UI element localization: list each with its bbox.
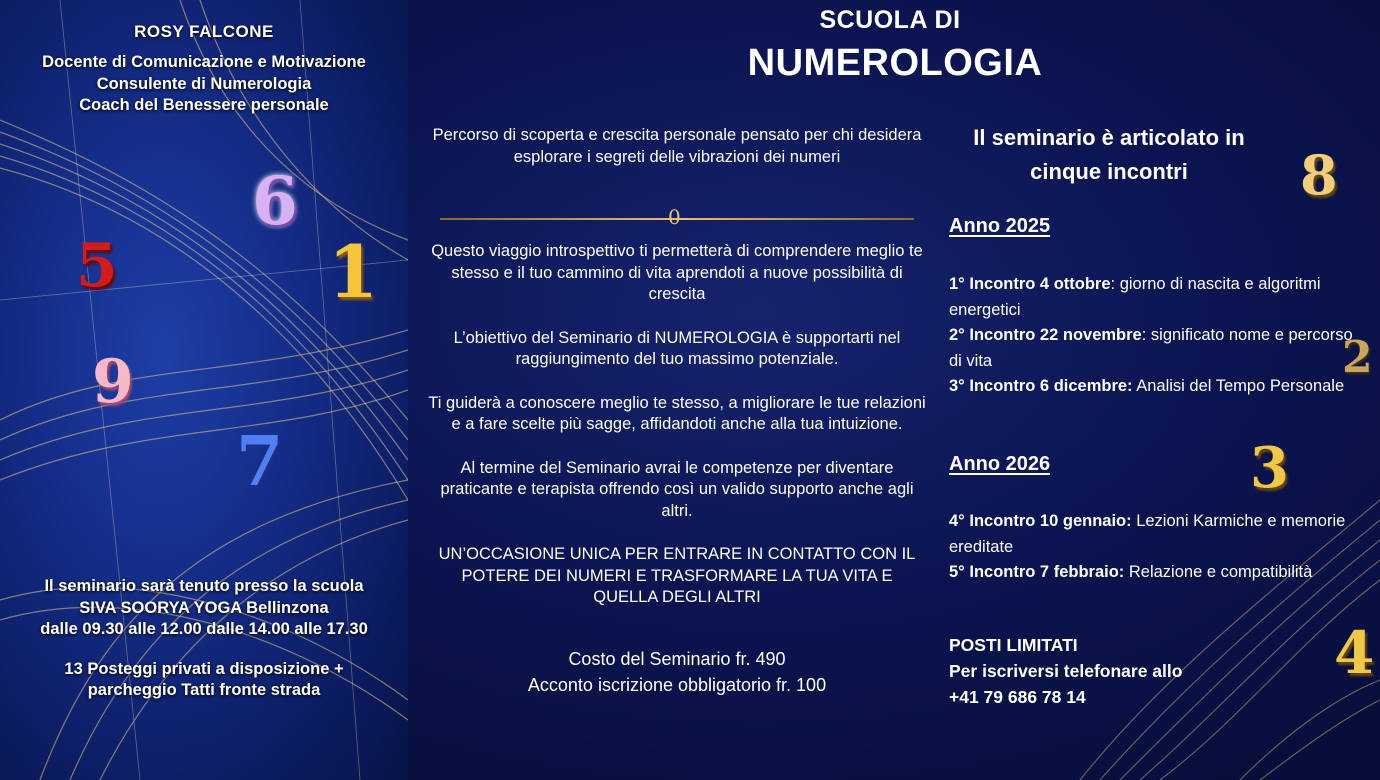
venue-line: dalle 09.30 alle 12.00 dalle 14.00 alle 17.30 [40, 620, 368, 638]
digit-five: 5 [76, 231, 118, 301]
schedule-heading [949, 121, 1269, 189]
digit-six: 6 [252, 162, 298, 240]
contact-line: Per iscriversi telefonare allo [949, 661, 1183, 681]
meeting-topic: : significato nome e percorso di vita [949, 326, 1353, 370]
meeting-label: 4° Incontro 10 gennaio: [949, 512, 1132, 530]
meeting-label: 2° Incontro 22 novembre [949, 326, 1142, 344]
meeting-item [949, 374, 1369, 400]
presenter-role: Coach del Benessere personale [79, 96, 329, 114]
digit-seven: 7 [236, 422, 284, 502]
description-paragraph: Al termine del Seminario avrai le competenze per diventare praticante e terapista offrendo così un valido supporto anche agli altri. [440, 458, 914, 520]
meeting-label: 5° Incontro 7 febbraio: [949, 563, 1125, 581]
seminar-cost: Costo del Seminario fr. 490 [568, 649, 786, 669]
description-paragraph: Questo viaggio introspettivo ti permetterà di comprendere meglio te stesso e il tuo cammino di vita aprendoti a nuove possibilità di crescita [431, 242, 923, 303]
limited-seats: POSTI LIMITATI [949, 635, 1078, 655]
digit-four: 4 [1334, 619, 1375, 687]
phone-number: +41 79 686 78 14 [949, 687, 1086, 707]
divider-ornament: 0 [668, 205, 681, 229]
parking-line: 13 Posteggi privati a disposizione + [64, 659, 344, 678]
meeting-label: 3° Incontro 6 dicembre: [949, 377, 1133, 395]
description [428, 241, 926, 631]
intro-text: Percorso di scoperta e crescita personale pensato per chi desidera esplorare i segreti delle vibrazioni dei numeri [432, 126, 922, 166]
seminar-deposit: Acconto iscrizione obbligatorio fr. 100 [527, 675, 827, 695]
venue-line: Il seminario sarà tenuto presso la scuola [44, 577, 364, 595]
page-title: NUMEROLOGIA [747, 42, 1043, 84]
digit-two: 2 [1342, 332, 1373, 383]
digit-one: 1 [328, 229, 379, 314]
title-small: SCUOLA DI [819, 6, 961, 34]
presenter-role: Docente di Comunicazione e Motivazione [42, 53, 366, 71]
meeting-item [949, 509, 1369, 560]
digit-eight: 8 [1300, 143, 1338, 207]
description-paragraph: L’obiettivo del Seminario di NUMEROLOGIA è supportarti nel raggiungimento del tuo massimo potenziale. [453, 328, 901, 368]
meetings-2026 [949, 509, 1369, 586]
pricing [428, 646, 926, 698]
meeting-topic: Lezioni Karmiche e memorie ereditate [949, 512, 1346, 556]
digit-three: 3 [1250, 435, 1289, 501]
meeting-label: 1° Incontro 4 ottobre [949, 275, 1111, 293]
presenter-header [0, 22, 408, 117]
presenter-name: ROSY FALCONE [134, 22, 274, 41]
gold-waves-decoration-right [1040, 435, 1380, 780]
meetings-2025 [949, 272, 1369, 400]
presenter-role: Consulente di Numerologia [96, 74, 312, 93]
left-panel [0, 0, 408, 780]
description-paragraph: Ti guiderà a conoscere meglio te stesso, a migliorare le tue relazioni e a fare scelte più sagge, affidandoti anche alla tua intuizione. [428, 393, 926, 433]
digit-nine: 9 [92, 347, 134, 417]
year-heading-2025: Anno 2025 [949, 215, 1051, 237]
venue-info [0, 576, 408, 702]
meeting-topic: Relazione e compatibilità [1124, 563, 1313, 581]
meeting-topic: : giorno di nascita e algoritmi energetici [949, 275, 1321, 319]
schedule-heading-line: cinque incontri [1030, 159, 1188, 184]
parking-line: parcheggio Tatti fronte strada [87, 681, 321, 699]
meeting-topic: Analisi del Tempo Personale [1132, 377, 1345, 395]
meeting-item [949, 560, 1369, 586]
year-heading-2026: Anno 2026 [949, 453, 1051, 475]
venue-line: SIVA SOORYA YOGA Bellinzona [79, 598, 329, 617]
schedule-heading-line: Il seminario è articolato in [973, 125, 1245, 150]
description-paragraph: UN’OCCASIONE UNICA PER ENTRARE IN CONTATTO CON IL POTERE DEI NUMERI E TRASFORMARE LA TUA VITA E QUELLA DEGLI ALTRI [438, 545, 916, 606]
meeting-item [949, 323, 1369, 374]
meeting-item [949, 272, 1369, 323]
contact-info [949, 632, 1369, 710]
